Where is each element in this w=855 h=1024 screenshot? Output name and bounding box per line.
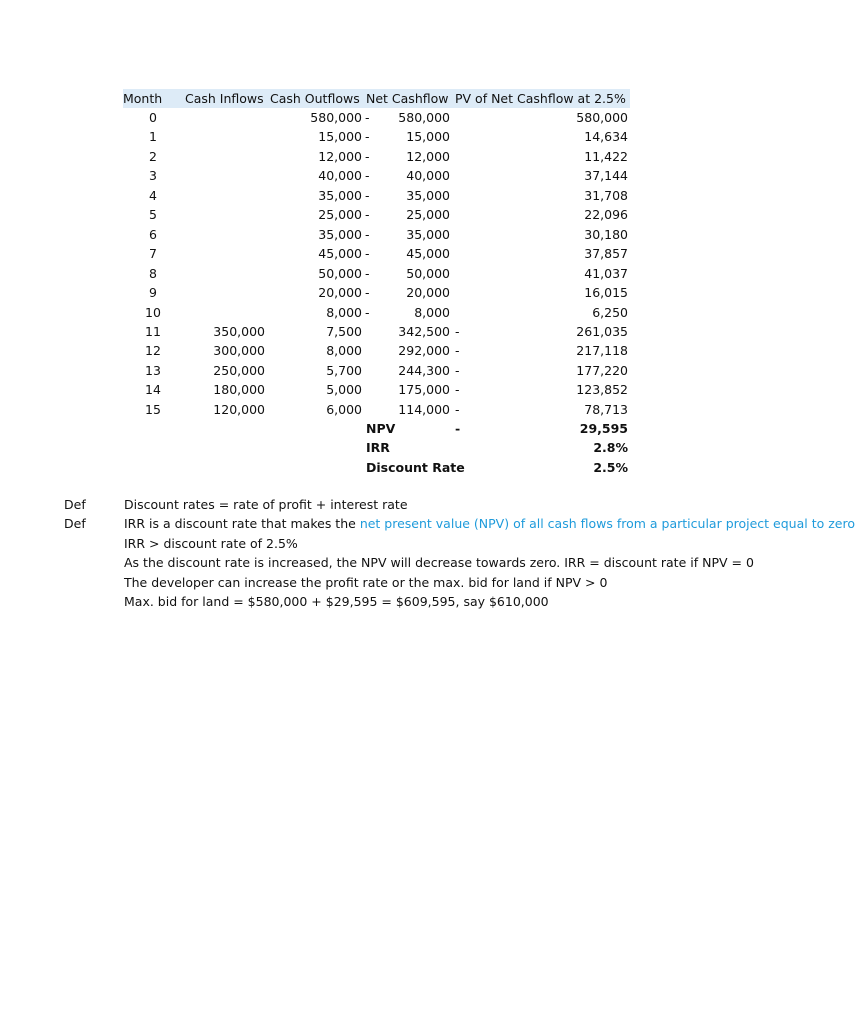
net-sign-cell: -	[365, 149, 370, 164]
pv-sign-cell	[455, 225, 465, 244]
pv-sign-cell	[455, 127, 465, 146]
month-cell: 4	[149, 188, 157, 203]
pv-sign-cell: -	[455, 324, 460, 339]
note-text: Max. bid for land = $580,000 + $29,595 = $609,595, say $610,000	[124, 594, 549, 609]
net-sign-cell	[365, 341, 375, 360]
summary-value: 2.5%	[593, 460, 628, 475]
cash-outflow-cell: 580,000	[310, 110, 362, 125]
net-cashflow-cell: 342,500	[398, 324, 450, 339]
note-text: IRR is a discount rate that makes the	[124, 516, 360, 531]
net-cashflow-cell: 25,000	[406, 207, 450, 222]
cash-inflow-cell: 300,000	[213, 343, 265, 358]
cash-inflow-cell	[183, 205, 265, 224]
pv-sign-cell	[455, 186, 465, 205]
net-sign-cell: -	[365, 227, 370, 242]
pv-sign-cell	[455, 205, 465, 224]
cash-inflow-cell	[183, 108, 265, 127]
note-tag	[64, 573, 114, 592]
summary-label: IRR	[366, 440, 390, 455]
cash-inflow-cell	[183, 166, 265, 185]
header-month: Month	[123, 91, 163, 106]
header-net-cashflow: Net Cashflow	[366, 91, 449, 106]
cash-outflow-cell: 5,700	[326, 363, 362, 378]
month-cell: 13	[145, 363, 161, 378]
net-cashflow-cell: 292,000	[398, 343, 450, 358]
note-tag: Def	[64, 516, 86, 531]
summary-sign	[455, 438, 465, 457]
net-sign-cell	[365, 361, 375, 380]
summary-label: Discount Rate	[366, 460, 465, 475]
cash-inflow-cell	[183, 225, 265, 244]
cash-outflow-cell: 15,000	[318, 129, 362, 144]
net-cashflow-cell: 114,000	[398, 402, 450, 417]
pv-sign-cell	[455, 244, 465, 263]
cash-inflow-cell	[183, 147, 265, 166]
pv-sign-cell: -	[455, 382, 460, 397]
summary-label: NPV	[366, 421, 396, 436]
month-cell: 11	[145, 324, 161, 339]
month-cell: 5	[149, 207, 157, 222]
cash-outflow-cell: 35,000	[318, 188, 362, 203]
pv-cell: 16,015	[584, 285, 628, 300]
pv-cell: 30,180	[584, 227, 628, 242]
net-sign-cell: -	[365, 305, 370, 320]
net-sign-cell: -	[365, 168, 370, 183]
pv-cell: 217,118	[576, 343, 628, 358]
net-cashflow-cell: 12,000	[406, 149, 450, 164]
cash-inflow-cell: 350,000	[213, 324, 265, 339]
cash-outflow-cell: 40,000	[318, 168, 362, 183]
cash-inflow-cell	[183, 127, 265, 146]
note-tag	[64, 553, 114, 572]
summary-sign	[455, 458, 465, 477]
pv-cell: 6,250	[592, 305, 628, 320]
cash-outflow-cell: 8,000	[326, 305, 362, 320]
month-cell: 10	[145, 305, 161, 320]
net-sign-cell	[365, 380, 375, 399]
net-cashflow-cell: 35,000	[406, 227, 450, 242]
note-text: IRR > discount rate of 2.5%	[124, 536, 298, 551]
pv-cell: 123,852	[576, 382, 628, 397]
pv-cell: 261,035	[576, 324, 628, 339]
net-cashflow-cell: 15,000	[406, 129, 450, 144]
month-cell: 1	[149, 129, 157, 144]
net-sign-cell: -	[365, 129, 370, 144]
net-cashflow-cell: 580,000	[398, 110, 450, 125]
note-text: As the discount rate is increased, the NPV will decrease towards zero. IRR = discount rate if NPV = 0	[124, 555, 754, 570]
pv-cell: 78,713	[584, 402, 628, 417]
net-cashflow-cell: 45,000	[406, 246, 450, 261]
header-pv-net-cashflow: PV of Net Cashflow at 2.5%	[455, 91, 626, 106]
cash-inflow-cell: 250,000	[213, 363, 265, 378]
pv-cell: 11,422	[584, 149, 628, 164]
net-cashflow-cell: 244,300	[398, 363, 450, 378]
cash-outflow-cell: 45,000	[318, 246, 362, 261]
pv-sign-cell: -	[455, 402, 460, 417]
month-cell: 15	[145, 402, 161, 417]
note-text-line	[124, 553, 754, 572]
cash-inflow-cell: 120,000	[213, 402, 265, 417]
note-text-line	[124, 534, 692, 553]
net-sign-cell: -	[365, 188, 370, 203]
pv-cell: 22,096	[584, 207, 628, 222]
pv-sign-cell	[455, 303, 465, 322]
cash-outflow-cell: 12,000	[318, 149, 362, 164]
net-sign-cell: -	[365, 246, 370, 261]
summary-sign: -	[455, 421, 461, 436]
net-sign-cell: -	[365, 207, 370, 222]
cash-outflow-cell: 8,000	[326, 343, 362, 358]
note-text-line	[124, 495, 692, 514]
month-cell: 8	[149, 266, 157, 281]
note-text: The developer can increase the profit rate or the max. bid for land if NPV > 0	[124, 575, 608, 590]
net-sign-cell	[365, 322, 375, 341]
month-cell: 9	[149, 285, 157, 300]
pv-sign-cell: -	[455, 343, 460, 358]
note-tag	[64, 534, 114, 553]
pv-sign-cell	[455, 264, 465, 283]
note-tag: Def	[64, 497, 86, 512]
net-cashflow-cell: 50,000	[406, 266, 450, 281]
cash-inflow-cell: 180,000	[213, 382, 265, 397]
note-text-line	[124, 514, 855, 533]
pv-sign-cell: -	[455, 363, 460, 378]
pv-sign-cell	[455, 108, 465, 127]
net-cashflow-cell: 175,000	[398, 382, 450, 397]
cash-inflow-cell	[183, 186, 265, 205]
net-sign-cell: -	[365, 110, 370, 125]
summary-value: 2.8%	[593, 440, 628, 455]
net-cashflow-cell: 8,000	[414, 305, 450, 320]
note-text-line	[124, 592, 692, 611]
net-cashflow-cell: 20,000	[406, 285, 450, 300]
cash-outflow-cell: 20,000	[318, 285, 362, 300]
pv-cell: 14,634	[584, 129, 628, 144]
cash-outflow-cell: 7,500	[326, 324, 362, 339]
pv-cell: 177,220	[576, 363, 628, 378]
pv-sign-cell	[455, 166, 465, 185]
pv-cell: 580,000	[576, 110, 628, 125]
summary-value: 29,595	[579, 421, 628, 436]
note-text: Discount rates = rate of profit + interest rate	[124, 497, 408, 512]
note-tag	[64, 592, 114, 611]
cash-outflow-cell: 5,000	[326, 382, 362, 397]
month-cell: 14	[145, 382, 161, 397]
net-sign-cell	[365, 400, 375, 419]
pv-cell: 37,144	[584, 168, 628, 183]
header-cash-outflows: Cash Outflows	[270, 91, 360, 106]
month-cell: 7	[149, 246, 157, 261]
month-cell: 2	[149, 149, 157, 164]
pv-cell: 41,037	[584, 266, 628, 281]
cash-outflow-cell: 25,000	[318, 207, 362, 222]
month-cell: 0	[149, 110, 157, 125]
month-cell: 3	[149, 168, 157, 183]
cash-outflow-cell: 35,000	[318, 227, 362, 242]
net-cashflow-cell: 35,000	[406, 188, 450, 203]
pv-cell: 31,708	[584, 188, 628, 203]
cash-inflow-cell	[183, 264, 265, 283]
cash-inflow-cell	[183, 303, 265, 322]
note-text-line	[124, 573, 692, 592]
pv-cell: 37,857	[584, 246, 628, 261]
cash-inflow-cell	[183, 283, 265, 302]
cash-outflow-cell: 50,000	[318, 266, 362, 281]
cash-outflow-cell: 6,000	[326, 402, 362, 417]
pv-sign-cell	[455, 147, 465, 166]
cash-inflow-cell	[183, 244, 265, 263]
pv-sign-cell	[455, 283, 465, 302]
net-sign-cell: -	[365, 285, 370, 300]
month-cell: 12	[145, 343, 161, 358]
net-sign-cell: -	[365, 266, 370, 281]
month-cell: 6	[149, 227, 157, 242]
header-cash-inflows: Cash Inflows	[185, 91, 264, 106]
net-cashflow-cell: 40,000	[406, 168, 450, 183]
note-link[interactable]: net present value (NPV) of all cash flows from a particular project equal to zero	[359, 516, 855, 531]
